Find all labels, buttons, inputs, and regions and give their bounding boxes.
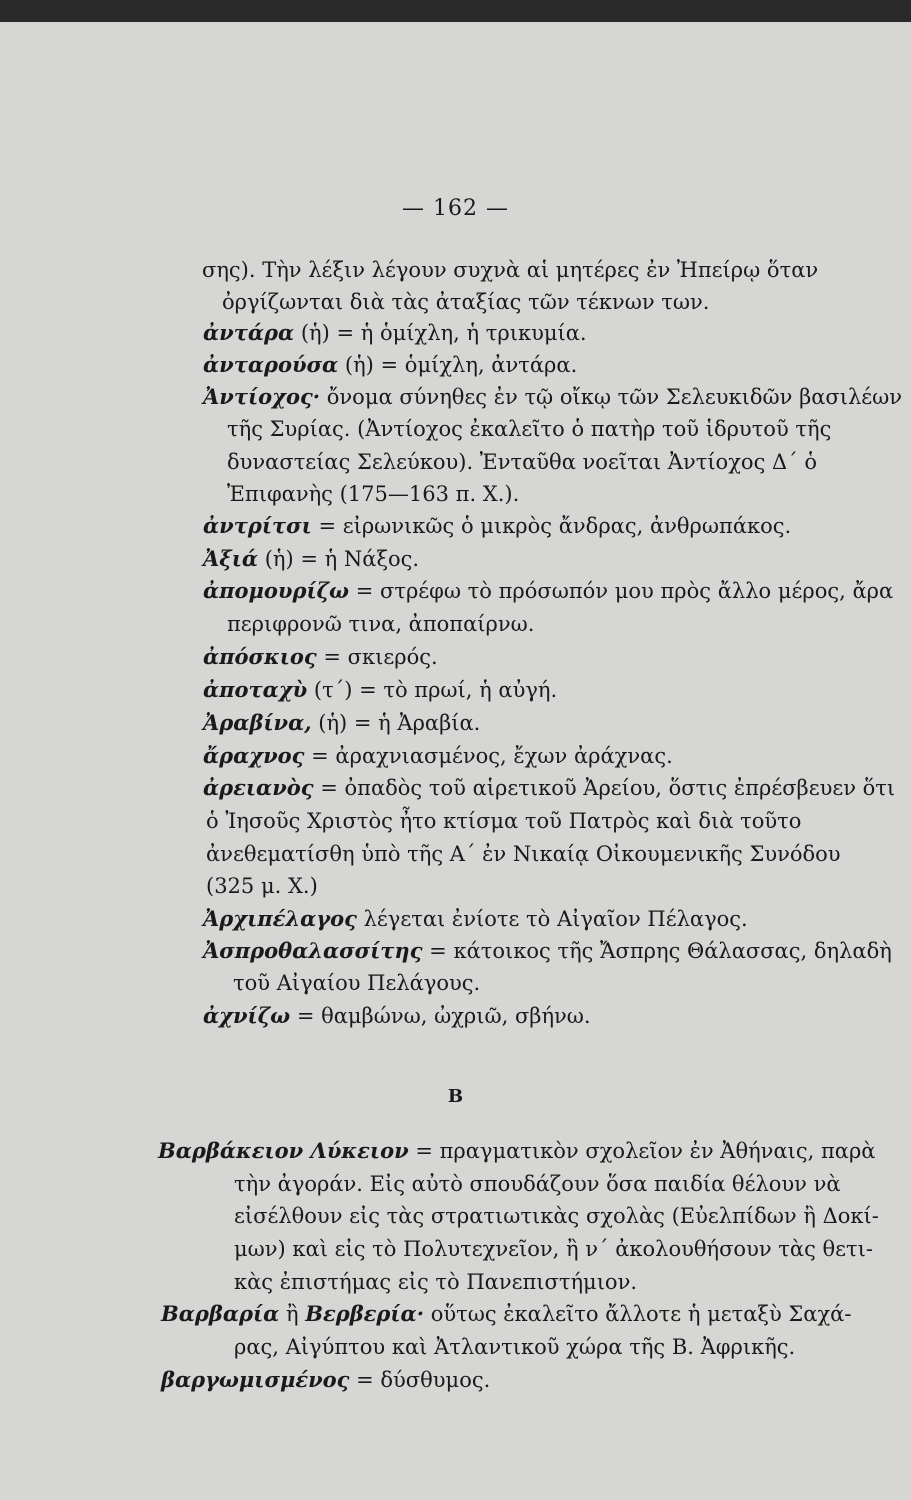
text-line: ὀργίζωνται διὰ τὰς ἀταξίας τῶν τέκνων των.	[222, 290, 710, 314]
entry-antarousa: ἀνταρούσα (ἡ) = ὁμίχλη, ἀντάρα.	[203, 352, 578, 377]
entry-varvakeion: Βαρβάκειον Λύκειον = πραγματικὸν σχολεῖον ἐν Ἀθήναις, παρὰ	[158, 1138, 876, 1163]
entry-axia: Ἀξιά (ἡ) = ἡ Νάξος.	[203, 546, 420, 571]
scan-edge	[0, 0, 911, 22]
entry-archipelagos: Ἀρχιπέλαγος λέγεται ἐνίοτε τὸ Αἰγαῖον Πέλαγος.	[203, 906, 748, 931]
entry-antritsi: ἀντρίτσι = εἰρωνικῶς ὁ μικρὸς ἄνδρας, ἀνθρωπάκος.	[203, 513, 792, 538]
text-line: ἀνεθεματίσθη ὑπὸ τῆς Α΄ ἐν Νικαίᾳ Οἰκουμενικῆς Συνόδου	[206, 842, 841, 866]
entry-apomourizo: ἀπομουρίζω = στρέφω τὸ πρόσωπόν μου πρὸς ἄλλο μέρος, ἄρα	[203, 578, 894, 603]
entry-arachnos: ἄραχνος = ἀραχνιασμένος, ἔχων ἀράχνας.	[203, 743, 673, 768]
section-heading: B	[447, 1086, 464, 1107]
text-line: ὁ Ἰησοῦς Χριστὸς ἦτο κτίσμα τοῦ Πατρὸς καὶ διὰ τοῦτο	[206, 809, 802, 833]
entry-aposkios: ἀπόσκιος = σκιερός.	[203, 644, 438, 669]
text-line: τὴν ἀγοράν. Εἰς αὐτὸ σπουδάζουν ὅσα παιδία θέλουν νὰ	[234, 1172, 841, 1196]
entry-areianos: ἀρειανὸς = ὀπαδὸς τοῦ αἱρετικοῦ Ἀρείου, ὅστις ἐπρέσβευεν ὅτι	[203, 775, 896, 800]
text-line: τῆς Συρίας. (Ἀντίοχος ἐκαλεῖτο ὁ πατὴρ τοῦ ἱδρυτοῦ τῆς	[227, 417, 832, 441]
text-line: σης). Τὴν λέξιν λέγουν συχνὰ αἱ μητέρες ἐν Ἠπείρῳ ὅταν	[202, 258, 819, 282]
text-line: περιφρονῶ τινα, ἀποπαίρνω.	[227, 612, 535, 636]
entry-vargomismenos: βαργωμισμένος = δύσθυμος.	[161, 1367, 491, 1392]
text-line: ρας, Αἰγύπτου καὶ Ἀτλαντικοῦ χώρα τῆς Β. Ἀφρικῆς.	[234, 1335, 796, 1359]
text-line: κὰς ἐπιστήμας εἰς τὸ Πανεπιστήμιον.	[234, 1270, 638, 1294]
text-line: Ἐπιφανὴς (175—163 π. Χ.).	[227, 482, 520, 506]
text-line: δυναστείας Σελεύκου). Ἐνταῦθα νοεῖται Ἀντίοχος Δ΄ ὁ	[227, 450, 817, 474]
entry-apotachy: ἀποταχὺ (τ΄) = τὸ πρωί, ἡ αὐγή.	[203, 677, 558, 702]
entry-varvaria: Βαρβαρία ἢ Βερβερία· οὕτως ἐκαλεῖτο ἄλλοτε ἡ μεταξὺ Σαχά-	[161, 1301, 852, 1326]
text-line: (325 μ. Χ.)	[206, 874, 318, 898]
text-line: μων) καὶ εἰς τὸ Πολυτεχνεῖον, ἢ ν΄ ἀκολουθήσουν τὰς θετι-	[234, 1237, 873, 1261]
text-line: τοῦ Αἰγαίου Πελάγους.	[233, 971, 481, 995]
page-number: — 162 —	[402, 196, 509, 221]
entry-asprothalassitis: Ἀσπροθαλασσίτης = κάτοικος τῆς Ἄσπρης Θάλασσας, δηλαδὴ	[203, 938, 892, 963]
entry-antara: ἀντάρα (ἡ) = ἡ ὁμίχλη, ἡ τρικυμία.	[203, 320, 587, 345]
entry-arabina: Ἀραβίνα, (ἡ) = ἡ Ἀραβία.	[203, 710, 481, 735]
entry-antiochos: Ἀντίοχος· ὄνομα σύνηθες ἐν τῷ οἴκῳ τῶν Σελευκιδῶν βασιλέων	[203, 384, 903, 409]
text-line: εἰσέλθουν εἰς τὰς στρατιωτικὰς σχολὰς (Εὐελπίδων ἢ Δοκί-	[234, 1204, 879, 1228]
entry-achnizo: ἀχνίζω = θαμβώνω, ὠχριῶ, σβήνω.	[203, 1003, 591, 1028]
